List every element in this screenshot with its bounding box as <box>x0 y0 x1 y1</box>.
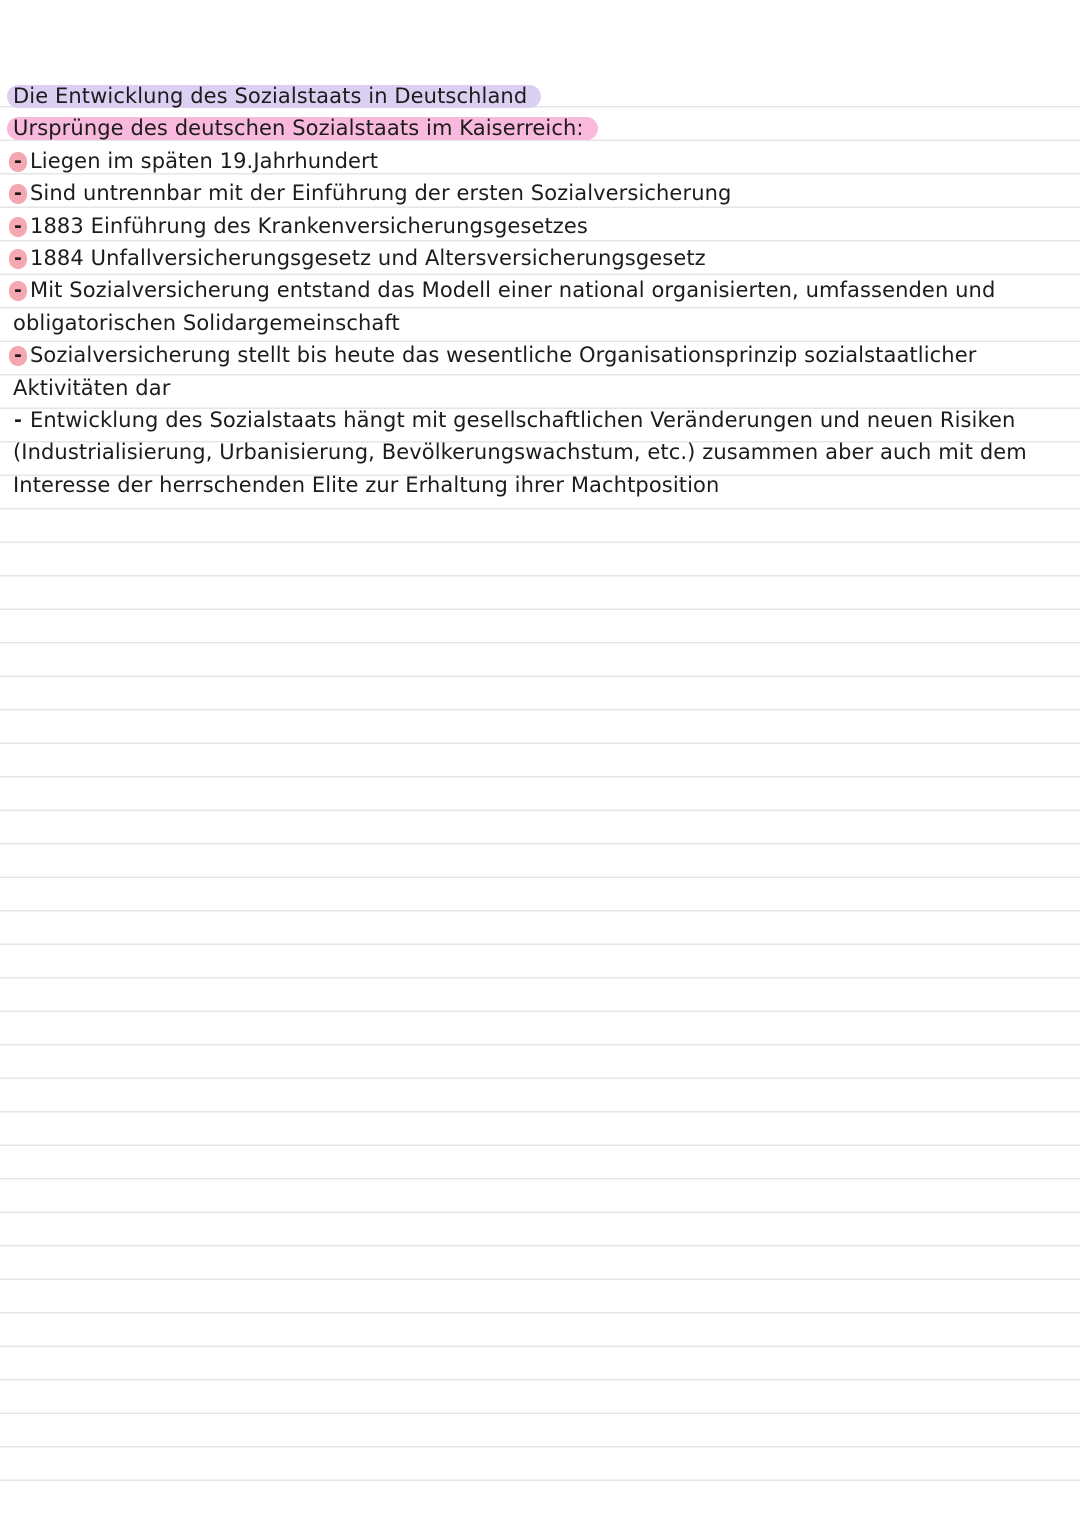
bullet-text: Liegen im späten 19.Jahrhundert <box>30 148 379 173</box>
bullet-item <box>0 177 1080 209</box>
bullet-text: Sind untrennbar mit der Einführung der ersten Sozialversicherung <box>30 181 732 206</box>
bullet-dash-icon: - <box>9 184 27 204</box>
bullet-text: Sozialversicherung stellt bis heute das wesentliche Organisationsprinzip sozialstaatlicher <box>30 343 977 368</box>
bullet-item <box>0 145 1080 177</box>
bullet-dash-icon: - <box>9 281 27 301</box>
continuation-text: obligatorischen Solidargemeinschaft <box>13 310 400 335</box>
bullet-item <box>0 242 1080 274</box>
title-line <box>0 80 1080 112</box>
bullet-text: Entwicklung des Sozialstaats hängt mit gesellschaftlichen Veränderungen und neuen Risiken <box>30 407 1016 432</box>
subtitle-line <box>0 112 1080 144</box>
bullet-dash-icon: - <box>9 152 27 172</box>
note-content <box>0 80 1080 501</box>
bullet-text: 1883 Einführung des Krankenversicherungsgesetzes <box>30 213 588 238</box>
bullet-dash-icon: - <box>9 346 27 366</box>
continuation-text: Interesse der herrschenden Elite zur Erhaltung ihrer Machtposition <box>13 472 720 497</box>
bullet-continuation <box>0 436 1080 468</box>
bullet-continuation <box>0 372 1080 404</box>
bullet-dash-icon: - <box>14 408 22 431</box>
bullet-text: Mit Sozialversicherung entstand das Modell einer national organisierten, umfassenden und <box>30 278 996 303</box>
bullet-item <box>0 339 1080 371</box>
continuation-text: (Industrialisierung, Urbanisierung, Bevölkerungswachstum, etc.) zusammen aber auch mit dem <box>13 440 1027 465</box>
bullet-continuation <box>0 469 1080 501</box>
bullet-continuation <box>0 307 1080 339</box>
bullet-dash-icon: - <box>9 217 27 237</box>
continuation-text: Aktivitäten dar <box>13 375 171 400</box>
bullet-item <box>0 404 1080 436</box>
bullet-item <box>0 210 1080 242</box>
bullet-dash-icon: - <box>9 249 27 269</box>
bullet-item <box>0 274 1080 306</box>
note-subtitle: Ursprünge des deutschen Sozialstaats im Kaiserreich: <box>7 117 598 140</box>
bullet-text: 1884 Unfallversicherungsgesetz und Altersversicherungsgesetz <box>30 245 706 270</box>
note-title: Die Entwicklung des Sozialstaats in Deutschland <box>7 85 541 108</box>
